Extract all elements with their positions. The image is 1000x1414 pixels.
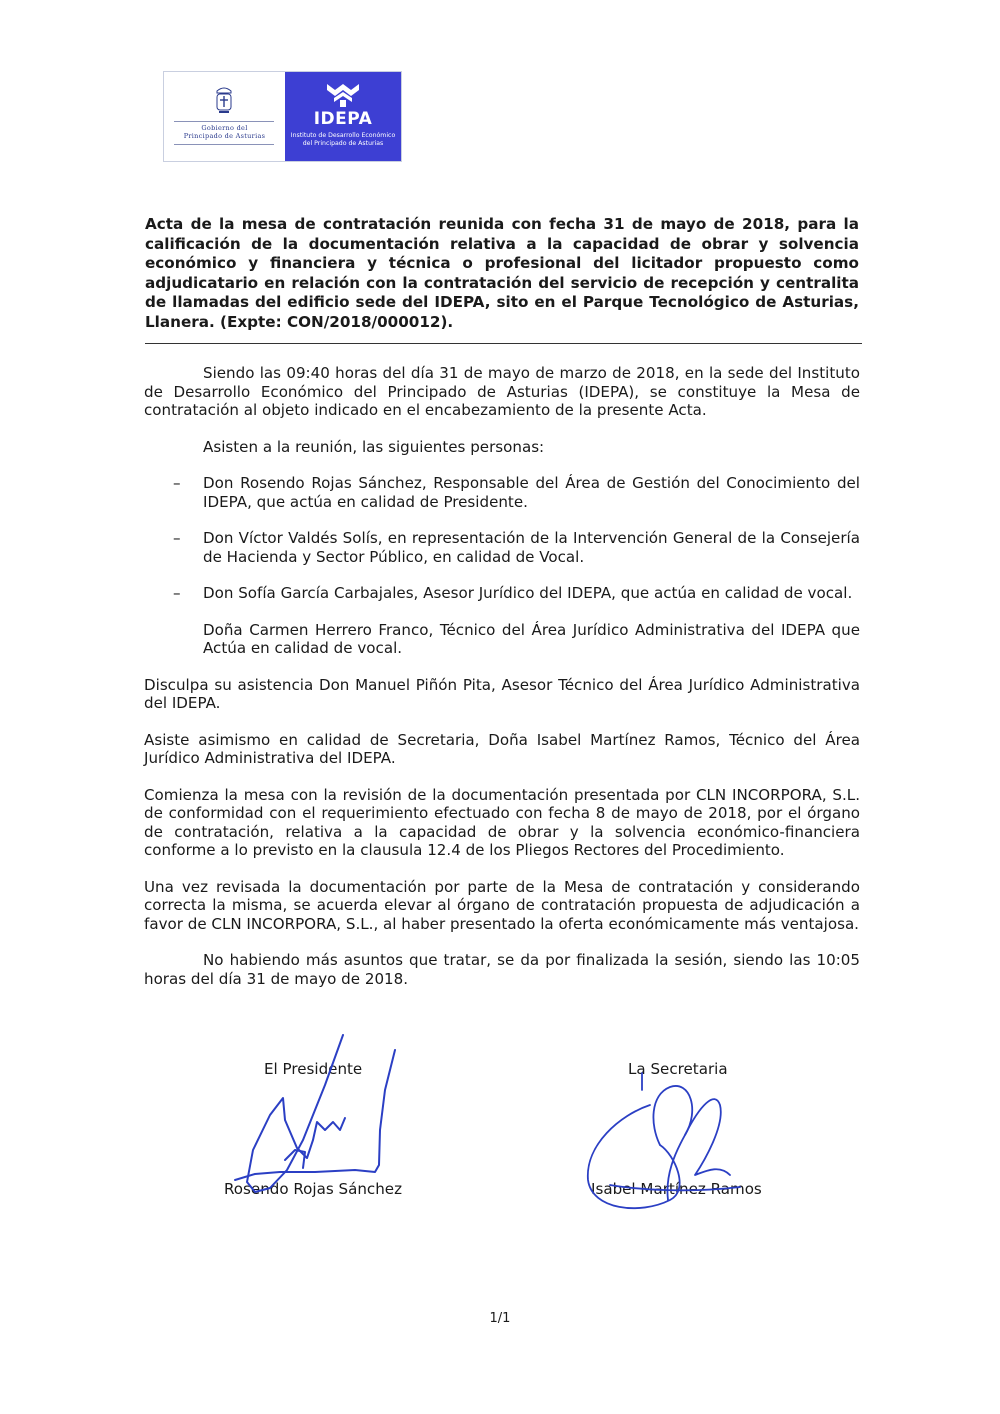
list-dash: – [173, 584, 181, 602]
document-title: Acta de la mesa de contratación reunida con fecha 31 de mayo de 2018, para la calificación de la documentación relativa a la capacidad de obrar y solvencia económico y financiera y técnica o profesional del licitador propuesto como adjudicatario en relación con la contratación del servicio de recepción y centralita de llamadas del edificio sede del IDEPA, sito en el Parque Tecnológico de Asturias, Llanera. (Expte: CON/2018/000012). [145, 215, 859, 331]
attendee-text: Don Rosendo Rojas Sánchez, Responsable del Área de Gestión del Conocimiento del IDEPA, que actúa en calidad de Presidente. [203, 474, 860, 511]
idepa-logo [285, 72, 401, 161]
secretary-title: La Secretaria [628, 1060, 728, 1078]
idepa-subtitle-line-1: Instituto de Desarrollo Económico [290, 132, 396, 139]
decision-paragraph: Una vez revisada la documentación por parte de la Mesa de contratación y considerando correcta la misma, se acuerda elevar al órgano de contratación propuesta de adjudicación a favor de CLN INCORPORA, S.L., al haber presentado la oferta económicamente más ventajosa. [144, 877, 860, 933]
title-rule [145, 343, 862, 344]
list-dash: – [173, 529, 181, 547]
government-line-1: Gobierno del [201, 124, 248, 132]
secretary-paragraph: Asiste asimismo en calidad de Secretaria, Doña Isabel Martínez Ramos, Técnico del Área Jurídico Administrativa del IDEPA. [144, 730, 860, 767]
list-item [144, 584, 860, 603]
review-paragraph: Comienza la mesa con la revisión de la documentación presentada por CLN INCORPORA, S.L. de conformidad con el requerimiento efectuado con fecha 8 de mayo de 2018, por el órgano de contratación, relativa a la capacidad de obrar y la solvencia económico-financiera conforme a lo previsto en la clausula 12.4 de los Pliegos Rectores del Procedimiento. [144, 785, 860, 859]
attendee-paragraph: Doña Carmen Herrero Franco, Técnico del Área Jurídico Administrativa del IDEPA que Actúa en calidad de vocal. [203, 620, 860, 657]
government-logo [164, 72, 285, 161]
government-line-2: Principado de Asturias [183, 132, 266, 140]
list-dash: – [173, 474, 181, 492]
asturias-crest-icon [213, 85, 235, 117]
intro-paragraph: Siendo las 09:40 horas del día 31 de mayo de marzo de 2018, en la sede del Instituto de Desarrollo Económico del Principado de Asturias (IDEPA), se constituye la Mesa de contratación al objeto indicado en el encabezamiento de la presente Acta. [144, 364, 860, 419]
closing-paragraph: No habiendo más asuntos que tratar, se da por finalizada la sesión, siendo las 10:05 horas del día 31 de mayo de 2018. [144, 951, 860, 988]
divider [174, 144, 274, 145]
president-title: El Presidente [264, 1060, 363, 1078]
divider [174, 121, 274, 122]
idepa-subtitle-line-2: del Principado de Asturias [302, 139, 384, 147]
attendees-intro: Asisten a la reunión, las siguientes personas: [203, 437, 545, 456]
secretary-name: Isabel Martínez Ramos [591, 1180, 762, 1198]
idepa-name: IDEPA [313, 109, 373, 129]
secretary-signature [580, 1065, 780, 1225]
idepa-emblem-icon [325, 82, 361, 108]
president-signature [225, 1030, 415, 1205]
page-number: 1/1 [489, 1311, 511, 1326]
list-item [144, 529, 860, 566]
attendee-text: Don Víctor Valdés Solís, en representación de la Intervención General de la Consejería de Hacienda y Sector Público, en calidad de Vocal. [203, 529, 860, 566]
document-body [144, 364, 860, 1006]
excused-paragraph: Disculpa su asistencia Don Manuel Piñón Pita, Asesor Técnico del Área Jurídico Administrativa del IDEPA. [144, 675, 860, 712]
president-name: Rosendo Rojas Sánchez [224, 1180, 402, 1198]
attendee-text: Don Sofía García Carbajales, Asesor Jurídico del IDEPA, que actúa en calidad de vocal. [203, 584, 853, 602]
government-name [164, 124, 285, 140]
idepa-subtitle [285, 132, 401, 147]
list-item [144, 474, 860, 511]
header-logo [163, 71, 402, 162]
